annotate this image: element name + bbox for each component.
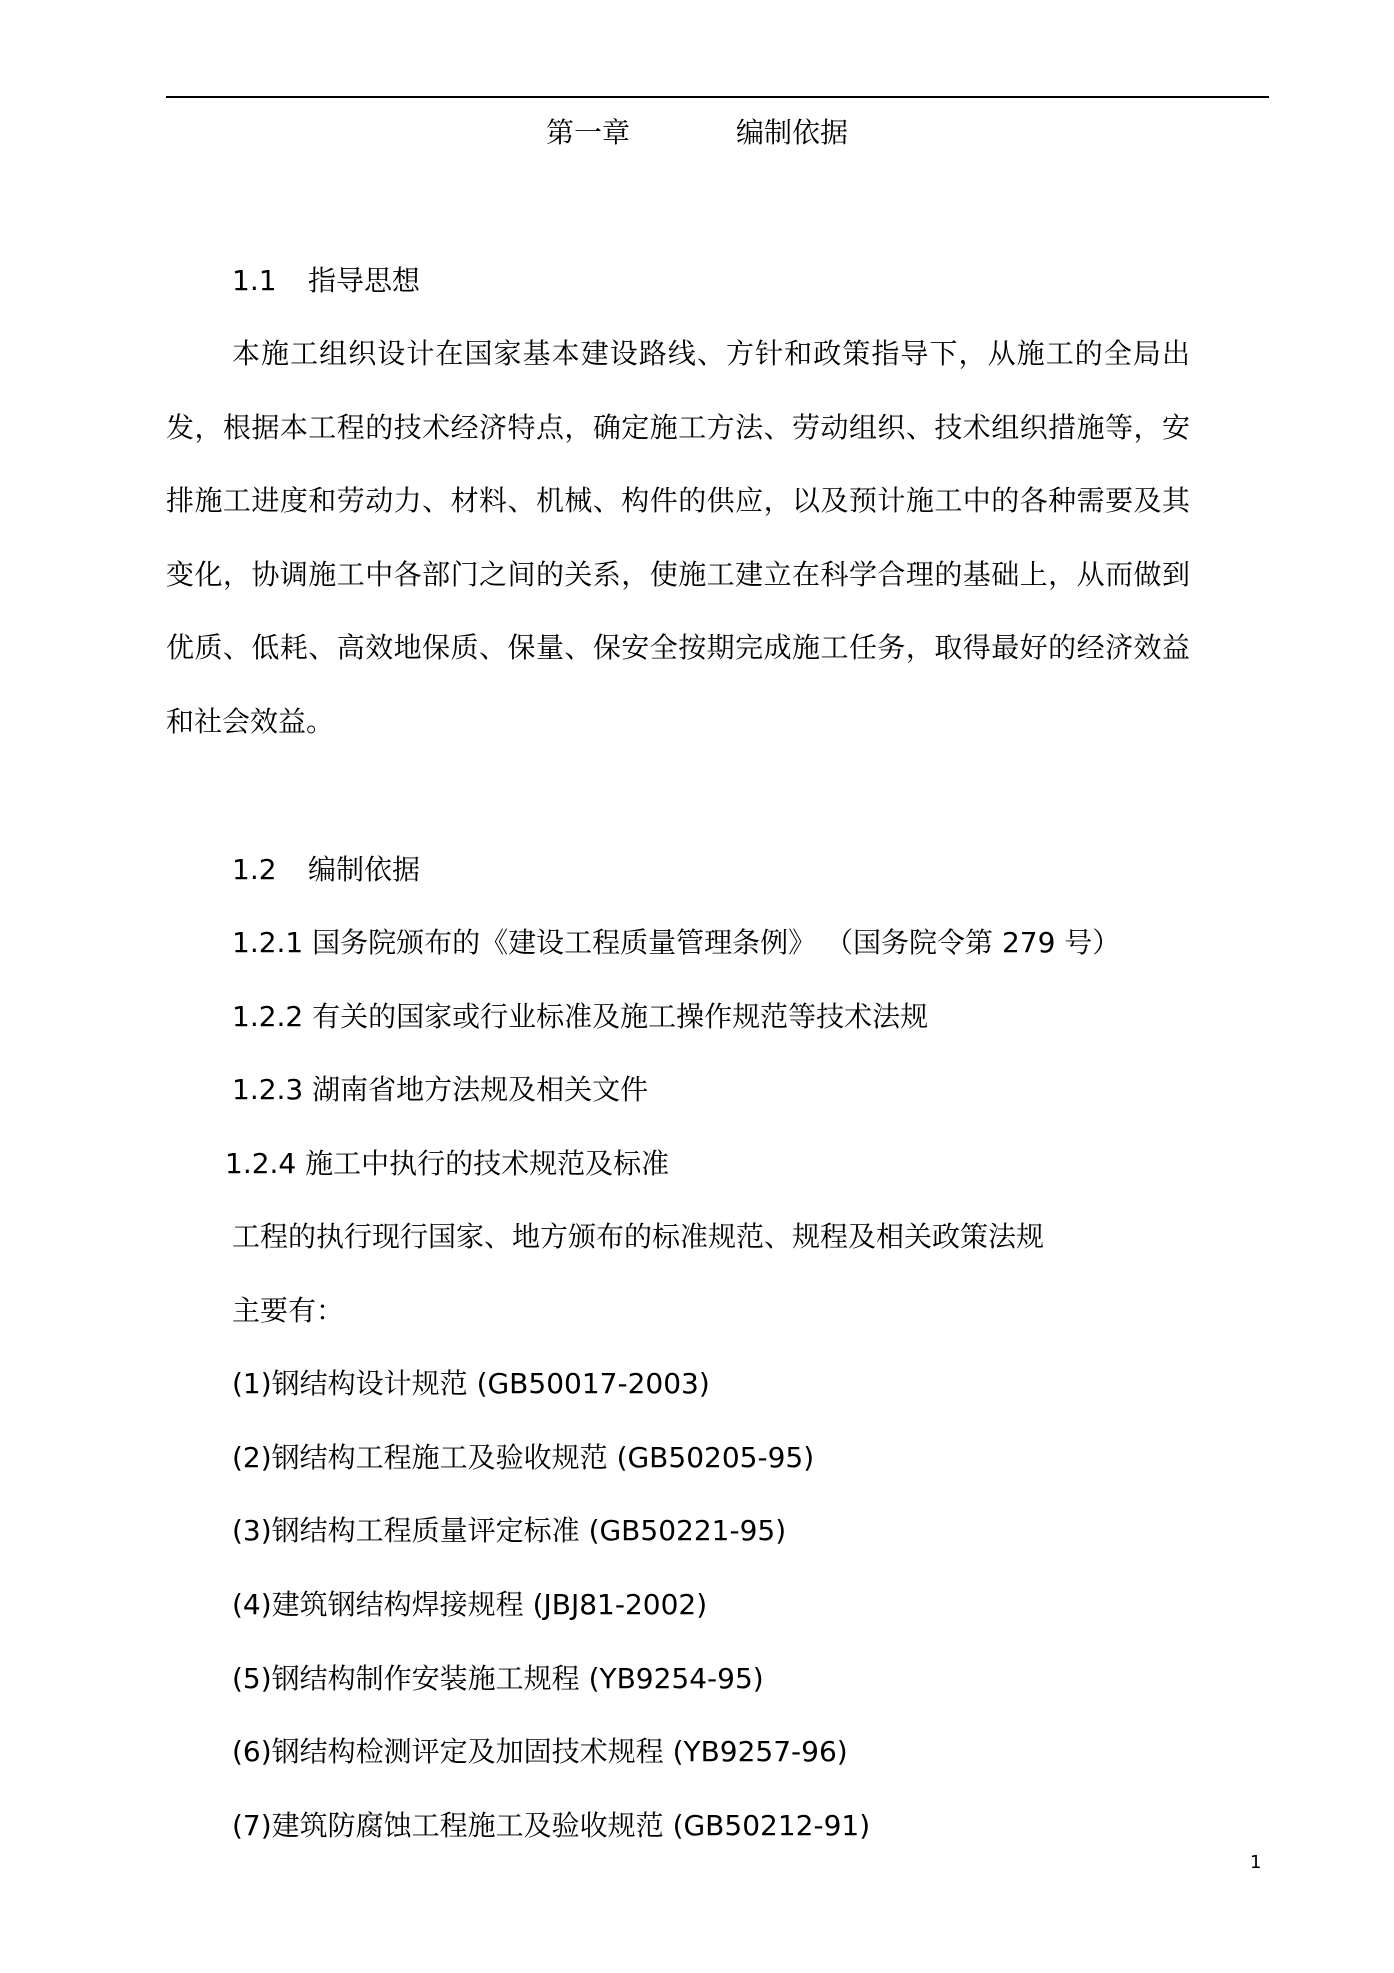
basis-item: 1.2.4 施工中执行的技术规范及标准 <box>225 1147 670 1180</box>
chapter-heading <box>0 115 1394 151</box>
basis-item: 1.2.3 湖南省地方法规及相关文件 <box>232 1073 649 1106</box>
section-number: 1.2 <box>232 853 277 886</box>
guiding-principle-paragraph: 本施工组织设计在国家基本建设路线、方针和政策指导下，从施工的全局出发，根据本工程的技术经济特点，确定施工方法、劳动组织、技术组织措施等，安排施工进度和劳动力、材料、机械、构件的供应，以及预计施工中的各种需要及其变化，协调施工中各部门之间的关系，使施工建立在科学合理的基础上，从而做到优质、低耗、高效地保质、保量、保安全按期完成施工任务，取得最好的经济效益和社会效益。 <box>166 337 1190 738</box>
section-heading-1-1 <box>232 263 420 299</box>
chapter-title: 编制依据 <box>736 116 849 149</box>
section-title: 指导思想 <box>308 264 421 297</box>
standard-item: (6)钢结构检测评定及加固技术规程 (YB9257-96) <box>232 1735 848 1768</box>
section-heading-1-2 <box>232 852 420 888</box>
basis-item: 1.2.2 有关的国家或行业标准及施工操作规范等技术法规 <box>232 1000 929 1033</box>
standard-item: (5)钢结构制作安装施工规程 (YB9254-95) <box>232 1662 764 1695</box>
standard-item: (4)建筑钢结构焊接规程 (JBJ81-2002) <box>232 1588 708 1621</box>
intro-line: 工程的执行现行国家、地方颁布的标准规范、规程及相关政策法规 <box>232 1220 1045 1253</box>
standard-item: (2)钢结构工程施工及验收规范 (GB50205-95) <box>232 1441 815 1474</box>
chapter-number: 第一章 <box>545 116 630 149</box>
section-title: 编制依据 <box>308 853 421 886</box>
header-rule <box>166 96 1269 98</box>
basis-item: 1.2.1 国务院颁布的《建设工程质量管理条例》 （国务院令第 279 号） <box>232 926 1121 959</box>
standard-item: (1)钢结构设计规范 (GB50017-2003) <box>232 1367 710 1400</box>
page-number: 1 <box>1250 1852 1262 1873</box>
standard-item: (7)建筑防腐蚀工程施工及验收规范 (GB50212-91) <box>232 1809 871 1842</box>
intro-line: 主要有： <box>232 1294 345 1327</box>
standard-item: (3)钢结构工程质量评定标准 (GB50221-95) <box>232 1514 787 1547</box>
section-number: 1.1 <box>232 264 277 297</box>
